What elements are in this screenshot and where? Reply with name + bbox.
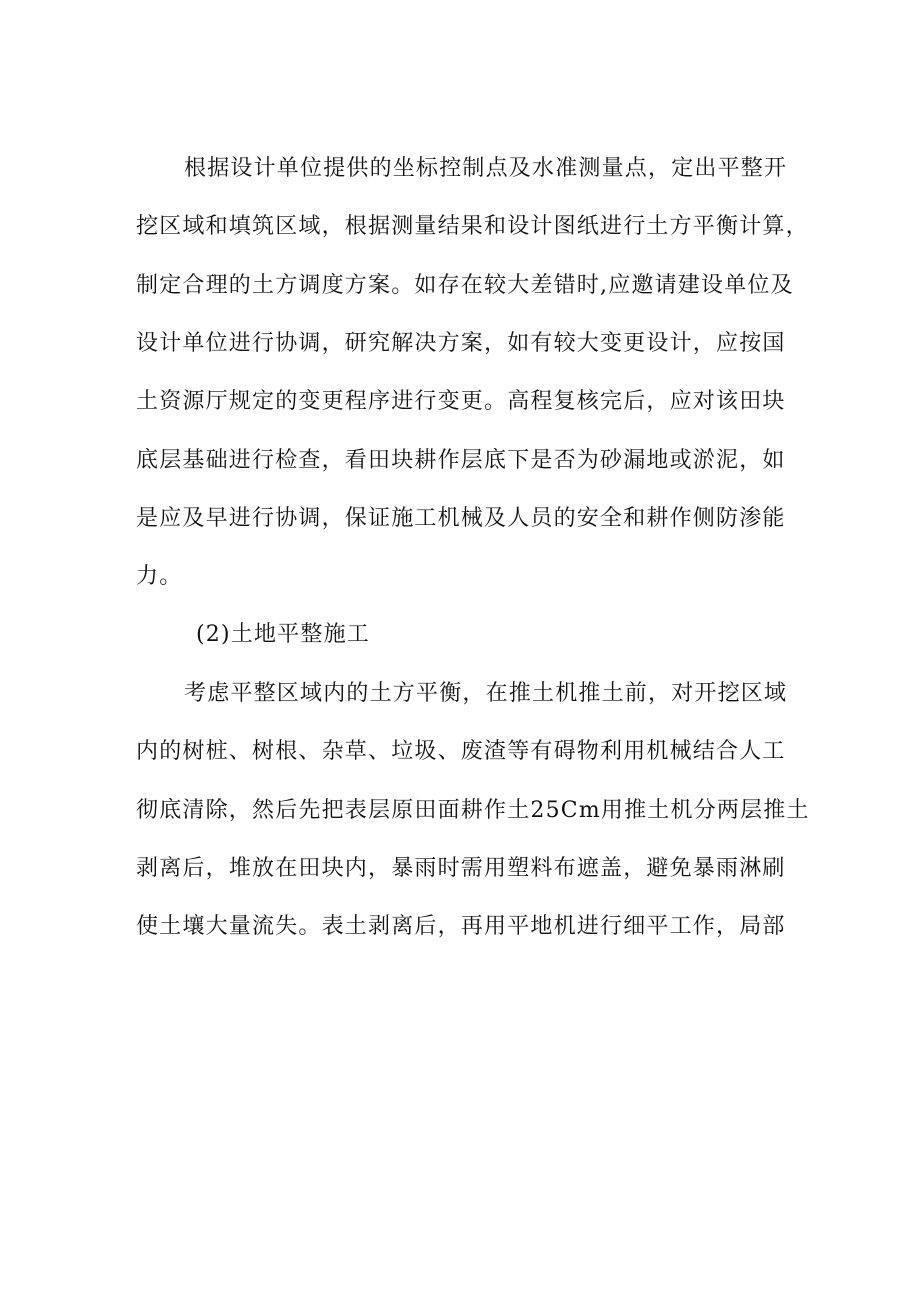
paragraph-1-line-7: 是应及早进行协调，保证施工机械及人员的安全和耕作侧防渗能	[136, 506, 786, 531]
paragraph-2-line-5: 使土壤大量流失。表土剥离后，再用平地机进行细平工作，局部	[136, 914, 786, 939]
paragraph-1-line-6: 底层基础进行检查，看田块耕作层底下是否为砂漏地或淤泥，如	[136, 448, 786, 473]
paragraph-1-line-5: 土资源厅规定的变更程序进行变更。高程复核完后，应对该田块	[136, 389, 786, 414]
paragraph-2-line-4: 剥离后，堆放在田块内，暴雨时需用塑料布遮盖，避免暴雨淋刷	[136, 856, 786, 881]
section-heading: (2)土地平整施工	[196, 622, 370, 647]
paragraph-2-line-2: 内的树桩、树根、杂草、垃圾、废渣等有碍物利用机械结合人工	[136, 739, 786, 764]
paragraph-2-line-3: 彻底清除，然后先把表层原田面耕作土25Cm用推土机分两层推土	[136, 798, 810, 823]
paragraph-1-line-8: 力。	[136, 564, 183, 589]
paragraph-1-line-2: 挖区域和填筑区域，根据测量结果和设计图纸进行土方平衡计算，	[136, 214, 809, 239]
paragraph-1-line-3: 制定合理的土方调度方案。如存在较大差错时,应邀请建设单位及	[136, 273, 794, 298]
paragraph-1-line-1: 根据设计单位提供的坐标控制点及水准测量点，定出平整开	[184, 156, 788, 181]
paragraph-1-line-4: 设计单位进行协调，研究解决方案，如有较大变更设计，应按国	[136, 331, 786, 356]
paragraph-2-line-1: 考虑平整区域内的土方平衡，在推土机推土前，对开挖区域	[184, 681, 788, 706]
